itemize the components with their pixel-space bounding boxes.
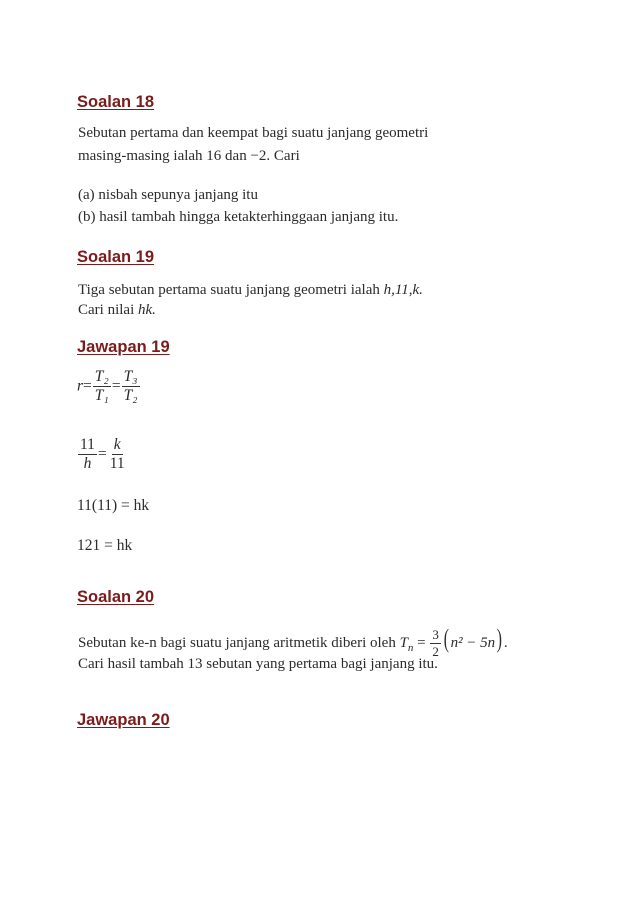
q19-line-2	[78, 302, 156, 319]
q19-line-2-text: Cari nilai	[78, 302, 138, 318]
q18-item-a: (a) nisbah sepunya janjang itu	[78, 187, 258, 203]
frac-t2-t1	[93, 369, 111, 405]
frac-den-h: h	[83, 455, 92, 473]
q20-frac-3-2	[430, 628, 441, 658]
frac-11-h	[78, 437, 97, 473]
equals-1: =	[83, 377, 92, 395]
q20-frac-num: 3	[432, 627, 439, 643]
frac-den-t2: T₂	[123, 387, 138, 405]
q19-line-1	[78, 282, 423, 299]
heading-soalan-20: Soalan 20	[77, 588, 155, 606]
q18-item-b: (b) hasil tambah hingga ketakterhinggaan janjang itu.	[78, 209, 399, 225]
q19-line-1-text: Tiga sebutan pertama suatu janjang geometri ialah	[78, 282, 384, 298]
heading-jawapan-20: Jawapan 20	[77, 711, 170, 729]
frac-num-t3: T₃	[122, 369, 140, 387]
ratio-equation	[77, 369, 141, 405]
heading-jawapan-19: Jawapan 19	[77, 338, 170, 356]
q20-tn-sub: n	[407, 642, 414, 654]
frac-num-11: 11	[78, 437, 97, 455]
q18-line-2: masing-masing ialah 16 dan −2. Cari	[78, 148, 300, 164]
q20-line-2: Cari hasil tambah 13 sebutan yang pertama bagi janjang itu.	[78, 656, 438, 672]
frac-num-t2: T₂	[93, 369, 111, 387]
heading-soalan-19: Soalan 19	[77, 248, 155, 266]
fraction-equation	[77, 437, 128, 473]
q19-line-2-math: hk.	[138, 302, 156, 318]
q18-line-1: Sebutan pertama dan keempat bagi suatu janjang geometri	[78, 125, 429, 141]
ratio-r: r	[77, 377, 84, 395]
product-equation: 11(11) = hk	[77, 497, 150, 514]
q19-line-1-math: h,11,k.	[383, 282, 423, 298]
frac-den-11: 11	[109, 455, 125, 473]
frac-k-11	[108, 437, 127, 473]
equals-3: =	[97, 445, 107, 463]
q20-line-1: Sebutan ke-n bagi suatu janjang aritmetik diberi oleh $T_n$ = $\frac{3}{2}$ ( n² − 5n) .	[78, 624, 508, 660]
frac-t3-t2	[122, 369, 140, 405]
frac-den-t1: T₁	[94, 387, 109, 405]
result-equation: 121 = hk	[77, 537, 133, 554]
q20-line-1-text: Sebutan ke-n bagi suatu janjang aritmetik diberi oleh	[78, 635, 400, 651]
q20-frac-den: 2	[432, 644, 439, 660]
heading-soalan-18: Soalan 18	[77, 93, 155, 111]
equals-2: =	[111, 377, 121, 395]
frac-num-k: k	[112, 437, 123, 455]
q20-tn: T	[399, 635, 408, 651]
q20-poly: n² − 5n	[450, 635, 496, 651]
